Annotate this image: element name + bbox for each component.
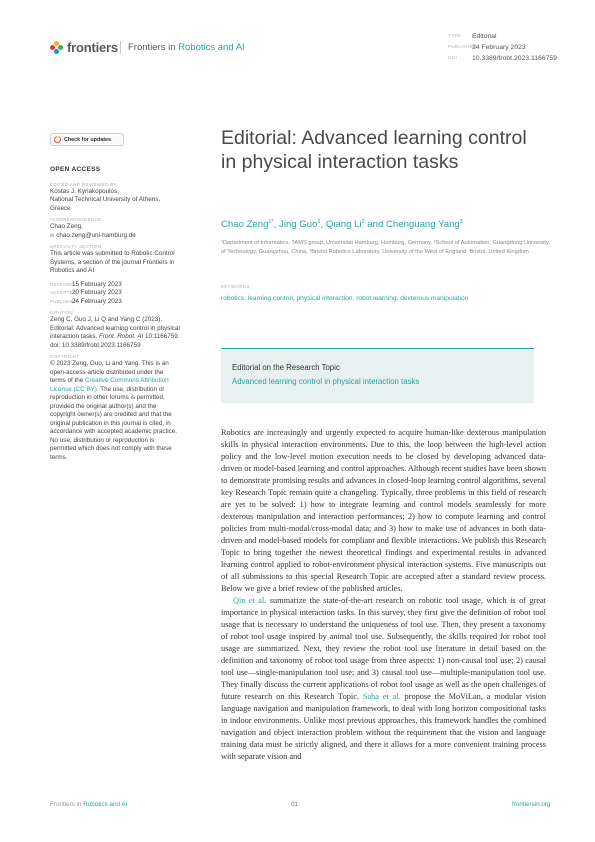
author-link[interactable]: Chenguang Yang$^3$: [385, 219, 463, 231]
citation-block: Zeng C, Guo J, Li Q and Yang C (2023), Editorial: Advanced learning control in physical interaction tasks. Front. Robot. AI 10:1166759. doi: 10.3389/frobt.2023.1166759: [50, 316, 180, 349]
research-topic-link[interactable]: Advanced learning control in physical interaction tasks: [232, 377, 420, 386]
research-topic-box: [221, 348, 534, 403]
article-body: [221, 427, 546, 763]
author-link[interactable]: Qiang Li$^3$: [325, 219, 365, 231]
footer-site-link[interactable]: frontiersin.org: [512, 801, 551, 808]
article-meta: [448, 31, 557, 64]
frontiers-logo[interactable]: [50, 40, 118, 55]
page-number: 01: [291, 801, 299, 808]
editor-info: Kostas J. Kyriakopoulos, National Technical University of Athens, Greece: [50, 187, 161, 212]
journal-name[interactable]: Frontiers in Robotics and AI: [128, 42, 245, 53]
logo-wordmark: frontiers: [67, 40, 118, 55]
meta-published: PUBLISHED24 February 2023: [448, 44, 526, 51]
article-dates: RECEIVED 15 February 2023 ACCEPTED 20 February 2023 PUBLISHED 24 February 2023: [50, 280, 122, 305]
article-title: Editorial: Advanced learning control in physical interaction tasks: [221, 127, 527, 173]
crossmark-icon: [54, 136, 61, 143]
meta-type: TYPE Editorial: [448, 33, 497, 40]
correspondence-email[interactable]: ✉ chao.zeng@uni-hamburg.de: [50, 232, 180, 241]
keywords-label: KEYWORDS: [221, 284, 250, 289]
citation-link[interactable]: Saha et al.: [362, 692, 401, 701]
header-divider: [120, 41, 121, 54]
footer-journal: Frontiers in Robotics and AI: [50, 801, 128, 808]
paragraph: Robotics are increasingly and urgently expected to acquire human-like dexterous manipulation skills in physical interaction environments. Due to this, the loop between the high-level action policy and the low-level motion execution needs to be closed by developing advanced data-driven or model-based learning and control approaches. Although recent studies have been shown to demonstrate promising results and advances in closed-loop learning control algorithms, several key Research Topic remain quite a changeling. Typically, three problems in this field of research are yet to be solved: 1) how to integrate learning and control models seamlessly for more dexterous manipulation and interaction performances; 2) how to compute learning and control policies from multi-modal/cross-modal data; and 3) how to make use of advances in both data-driven and model-based models for compliant and flexible interactions. We publish this Research Topic to bring together the newest theoretical findings and experimental results in advanced learning control applied to robot-environment physical interaction systems. Five manuscripts out of all submissions to this special Research Topic are accepted after a standard review process. Below we give a brief review of the published articles.: [221, 428, 546, 593]
research-topic-label: Editorial on the Research Topic: [232, 363, 340, 372]
author-list: Chao Zeng$^{1*}$, Jing Guo$^2$, Qiang Li$^3$ and Chenguang Yang$^3$: [221, 219, 463, 231]
specialty-section: This article was submitted to Robotic Control Systems, a section of the journal Frontiers in Robotics and AI: [50, 250, 175, 274]
author-link[interactable]: Jing Guo$^2$: [279, 219, 321, 231]
cc-license-link[interactable]: Creative Commons Attribution License (CC BY).: [50, 377, 169, 393]
meta-doi: DOI 10.3389/frobt.2023.1166759: [448, 55, 557, 62]
affiliations: ¹Department of Informatics, TAMS group, Universität Hamburg, Hamburg, Germany, ²School of Automation, Guangdong University of Technology, Guangzhou, China, ³Bristol Robotics Laboratory, University of the West of England, Bristol, United Kingdom: [221, 240, 549, 255]
paragraph: Qin et al. summarize the state-of-the-art research on robotic tool usage, which is of great importance in physical interaction tasks. In this survey, they first give the definition of robot tool usage that is necessary to understand the uniqueness of tool use. Then, they present a taxonomy of robot tool usage inspired by animal tool use. Subsequently, the skills required for robot tool usage are summarized. Next, they review the robot tool use literature in detail based on the definition and taxonomy of robot tool usage from three aspects: 1) non-causal tool use; 2) causal tool use—single-manipulation tool use; and 3) causal tool use—multiple-manipulation tool use. They finally discuss the current applications of robot tool usage as well as the open challenges of future research on this Research Topic. Saha et al. propose the MoViLan, a modular vision language navigation and manipulation framework, to deal with long horizon compositional tasks in indoor environments. Unlike most previous approaches, this framework handles the combined navigation and object interaction problem without the requirement that the vision and language training data must be strictly aligned, and there it allows for a more convenient training process with separate vision and: [221, 596, 547, 761]
frontiers-logo-icon: [50, 41, 63, 54]
correspondence-info: Chao Zeng, ✉ chao.zeng@uni-hamburg.de: [50, 223, 180, 240]
keywords[interactable]: robotics, learning control, physical interaction, robot learning, dexterous manipulation: [221, 295, 469, 302]
copyright-block: © 2023 Zeng, Guo, Li and Yang. This is an open-access article distributed under the terms of the Creative Commons Attribution License (CC BY). The use, distribution or reproduction in other forums is permitted, provided the original author(s) and the copyright owner(s) are credited and that the original publication in this journal is cited, in accordance with accepted academic practice. No use, distribution or reproduction is permitted which does not comply with these terms.: [50, 360, 178, 461]
citation-link[interactable]: Qin et al.: [233, 596, 267, 605]
check-for-updates-button[interactable]: Check for updates: [50, 133, 124, 146]
author-link[interactable]: Chao Zeng$^{1*}$: [221, 219, 274, 231]
open-access-label: OPEN ACCESS: [50, 166, 101, 173]
article-sidebar: OPEN ACCESS EDITED AND REVIEWED BY Kostas J. Kyriakopoulos, National Technical University of Athens, Greece *CORRESPONDENCE Chao Zeng, ✉ chao.zeng@uni-hamburg.de SPECIALTY SECTION This article was submitted to Robotic Control Systems, a section of the journal Frontiers in Robotics and AI RECEIVED 15 February 2023 ACCEPTED 20 February 2023 PUBLISHED 24 February 2023 CITATION Zeng C, Guo J, Li Q and Yang C (2023), Editorial: Advanced learning control in physical interaction tasks. Front. Robot. AI 10:1166759. doi: 10.3389/frobt.2023.1166759 COPYRIGHT © 2023 Zeng, Guo, Li and Yang. This is an open-access article distributed under the terms of the Creative Commons Attribution License (CC BY). The use, distribution or reproduction in other forums is permitted, provided the original author(s) and the copyright owner(s) are credited and that the original publication in this journal is cited, in accordance with accepted academic practice. No use, distribution or reproduction is permitted which does not comply with these terms.: [50, 166, 180, 465]
